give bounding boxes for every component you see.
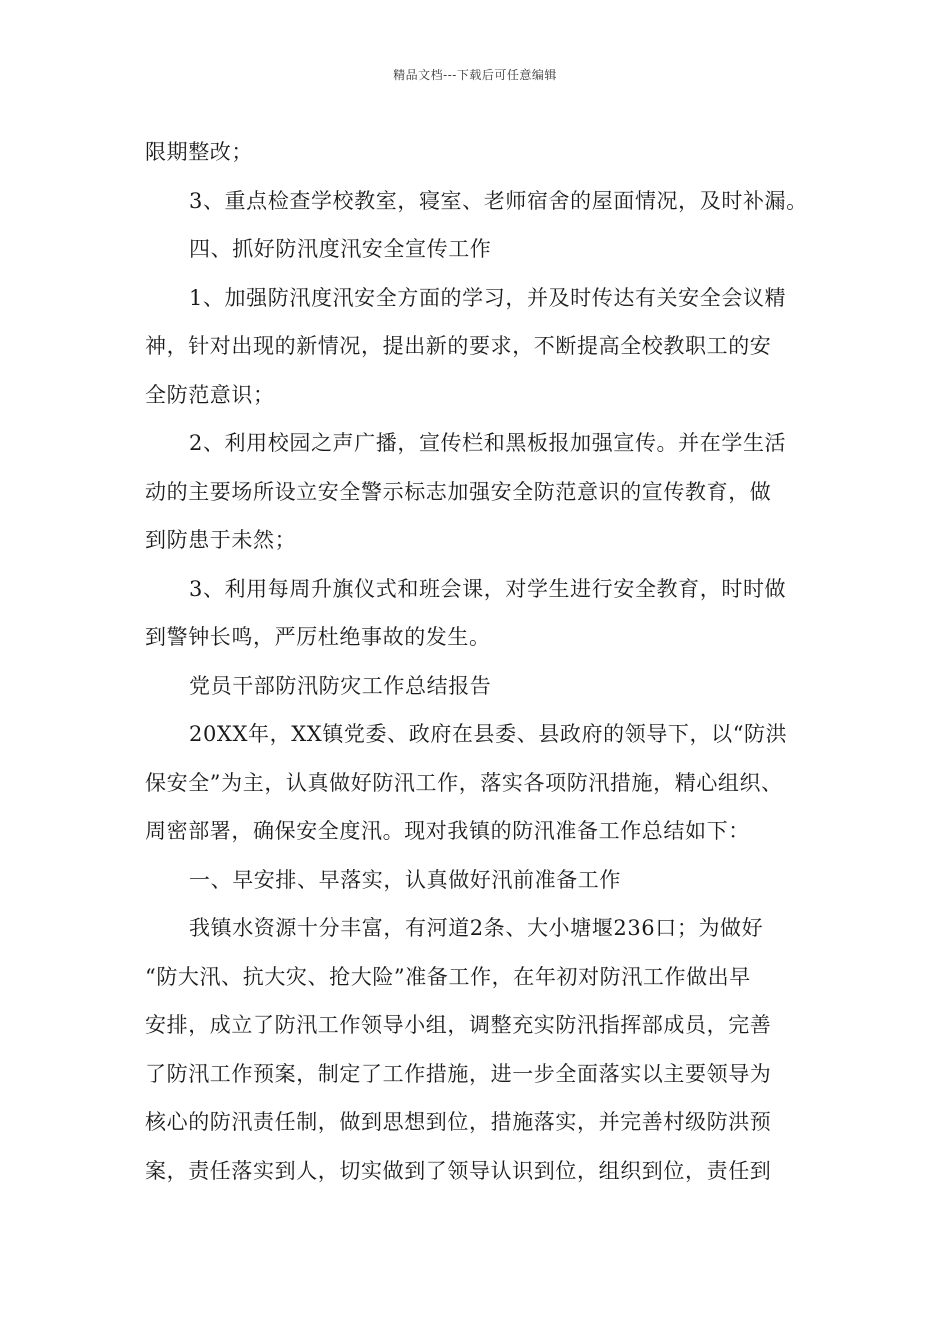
text-line: 3、利用每周升旗仪式和班会课，对学生进行安全教育，时时做 — [189, 576, 787, 601]
text-line: 限期整改； — [145, 140, 253, 164]
text-line: 20XX年，XX镇党委、政府在县委、县政府的领导下，以“防洪 — [189, 722, 788, 746]
document-title: 党员干部防汛防灾工作总结报告 — [189, 673, 492, 698]
text-line: 全防范意识； — [145, 382, 275, 407]
text-line: 动的主要场所设立安全警示标志加强安全防范意识的宣传教育，做 — [145, 479, 772, 504]
text-line: 到防患于未然； — [145, 528, 297, 552]
section-heading: 四、抓好防汛度汛安全宣传工作 — [189, 237, 492, 261]
text-line: 案，责任落实到人，切实做到了领导认识到位，组织到位，责任到 — [145, 1158, 772, 1183]
text-line: 3、重点检查学校教室，寝室、老师宿舍的屋面情况，及时补漏。 — [189, 188, 808, 213]
text-line: 了防汛工作预案，制定了工作措施，进一步全面落实以主要领导为 — [145, 1061, 772, 1086]
text-line: 保安全”为主，认真做好防汛工作，落实各项防汛措施，精心组织、 — [145, 770, 783, 795]
text-line: “防大汛、抗大灾、抢大险”准备工作，在年初对防汛工作做出早 — [145, 964, 751, 989]
text-line: 我镇水资源十分丰富，有河道2条、大小塘堰236口；为做好 — [189, 916, 764, 940]
text-line: 安排，成立了防汛工作领导小组，调整充实防汛指挥部成员，完善 — [145, 1013, 772, 1037]
text-line: 到警钟长鸣，严厉杜绝事故的发生。 — [145, 625, 491, 649]
document-body — [145, 128, 825, 1195]
section-heading: 一、早安排、早落实，认真做好汛前准备工作 — [189, 867, 621, 892]
text-line: 神，针对出现的新情况，提出新的要求，不断提高全校教职工的安 — [145, 334, 772, 358]
text-line: 核心的防汛责任制，做到思想到位，措施落实，并完善村级防洪预 — [145, 1110, 772, 1134]
text-line: 2、利用校园之声广播，宣传栏和黑板报加强宣传。并在学生活 — [189, 431, 787, 455]
text-line: 1、加强防汛度汛安全方面的学习，并及时传达有关安全会议精 — [189, 285, 787, 310]
page-header: 精品文档---下载后可任意编辑 — [393, 68, 557, 82]
text-line: 周密部署，确保安全度汛。现对我镇的防汛准备工作总结如下： — [145, 819, 750, 843]
